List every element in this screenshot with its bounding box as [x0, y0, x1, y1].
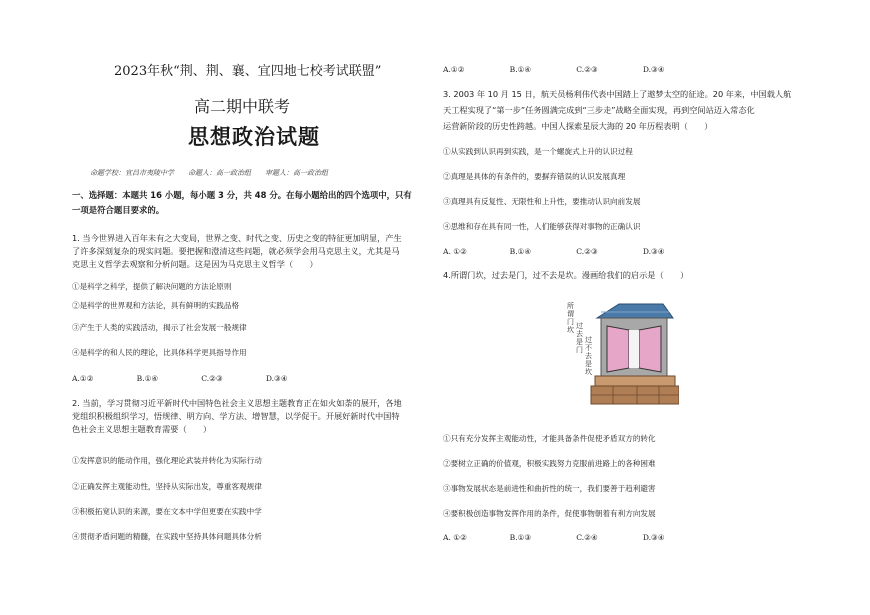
q4-choices	[443, 532, 665, 543]
q2-choices	[443, 64, 665, 75]
q2-option-3: ③积极拓宽认识的来源，要在文本中学但更要在实践中学	[72, 507, 262, 516]
q1-choice-b: B.①④	[136, 374, 159, 383]
q3-stem-line1: 3. 2003 年 10 月 15 日，航天员杨利伟代表中国踏上了遨梦太空的征途。20 年来，中国载人航	[443, 89, 792, 99]
cartoon-caption-col3: 过	[585, 336, 592, 344]
q1-option-1: ①是科学之科学，提供了解决问题的方法论原则	[72, 282, 232, 291]
svg-text:是: 是	[585, 360, 592, 368]
cartoon-door-left	[607, 326, 629, 372]
q1-stem-line1: 1. 当今世界进入百年未有之大变局，世界之变、时代之变、历史之变的特征更加明显，产生	[72, 233, 402, 243]
q1-choice-a: A.①②	[72, 374, 94, 383]
svg-text:不: 不	[585, 344, 592, 352]
q3-option-4: ④思维和存在具有同一性，人们能够获得对事物的正确认识	[443, 222, 641, 231]
q3-stem-line2: 天工程实现了“第一步”任务圆满完成到“三步走”战略全面实现，再到空间站迈入常态化	[443, 105, 755, 115]
q1-stem-line3: 克思主义哲学去观察和分析问题。这是因为马克思主义哲学（ ）	[72, 259, 318, 269]
svg-text:是: 是	[576, 338, 583, 346]
q2-choice-d: D.③④	[642, 65, 665, 74]
q4-option-4: ④要积极创造事物发挥作用的条件，促使事物朝着有利方向发展	[443, 509, 656, 518]
q1-stem-line2: 了许多深刻复杂的现实问题。要把握和澄清这些问题，就必须学会用马克思主义，尤其是马	[72, 246, 400, 256]
q3-choice-d: D.③④	[642, 247, 665, 256]
exam-title-line2: 高二期中联考	[194, 97, 291, 116]
cartoon-caption	[567, 301, 592, 376]
q2-option-1: ①发挥意识的能动作用，强化理论武装并转化为实际行动	[72, 456, 262, 465]
q2-choice-b: B.①④	[509, 65, 532, 74]
q2-choice-a: A.①②	[443, 65, 465, 74]
exam-title-line1: 2023年秋“荆、荆、襄、宜四地七校考试联盟”	[114, 64, 382, 79]
cartoon-roof	[597, 304, 673, 318]
cartoon-threshold	[595, 376, 675, 386]
q1-choice-c: C.②③	[201, 374, 223, 383]
svg-text:门: 门	[576, 346, 583, 354]
q4-choice-b: B.①③	[509, 533, 532, 542]
exam-meta: 命题学校：宜昌市夷陵中学 命题人：高一政治组 审题人：高一政治组	[90, 169, 328, 177]
svg-text:坎: 坎	[567, 326, 574, 334]
q2-stem-line2: 党组织积极组织学习，悟规律、明方向、学方法、增智慧，以学促干。开展好新时代中国特	[72, 411, 400, 421]
svg-text:门: 门	[567, 318, 574, 326]
q4-choice-a: A. ①②	[443, 533, 467, 542]
svg-text:去: 去	[585, 352, 592, 360]
svg-text:去: 去	[576, 330, 583, 338]
q2-stem-line3: 色社会主义思想主题教育需要（ ）	[72, 424, 212, 434]
q1-option-2: ②是科学的世界观和方法论，具有鲜明的实践品格	[72, 301, 240, 310]
cartoon-door-right	[639, 326, 661, 372]
q1-choice-d: D.③④	[265, 374, 288, 383]
q3-option-3: ③真理具有反复性、无限性和上升性，要推动认识向前发展	[443, 197, 641, 206]
q1-option-4: ④是科学的和人民的理论，比具体科学更具指导作用	[72, 348, 247, 357]
q3-option-2: ②真理是具体的有条件的，要摒弃错误的认识发展真理	[443, 172, 626, 181]
q3-choice-b: B.①④	[509, 247, 532, 256]
q2-stem-line1: 2. 当前，学习贯彻习近平新时代中国特色社会主义思想主题教育正在如火如荼的展开，各地	[72, 398, 402, 408]
q4-option-1: ①只有充分发挥主观能动性，才能具备条件促使矛盾双方的转化	[443, 434, 656, 443]
q4-choice-c: C.②④	[576, 533, 598, 542]
q4-choice-d: D.③④	[642, 533, 665, 542]
q3-stem-line3: 运营新阶段的历史性跨越。中国人探索星辰大海的 20 年历程表明（ ）	[443, 121, 713, 131]
q3-choice-c: C.②③	[576, 247, 598, 256]
q2-choice-c: C.②③	[576, 65, 598, 74]
q1-option-3: ③产生于人类的实践活动，揭示了社会发展一般规律	[72, 323, 247, 332]
q2-option-2: ②正确发挥主观能动性，坚持从实际出发，尊重客观规律	[72, 482, 262, 491]
cartoon-door-threshold	[561, 298, 679, 414]
q3-option-1: ①从实践到认识再到实践，是一个螺旋式上升的认识过程	[443, 147, 633, 156]
section-instructions-line2: 一项是符合题目要求的。	[72, 205, 165, 215]
svg-text:坎: 坎	[585, 368, 592, 376]
cartoon-caption-col1: 所	[567, 302, 574, 310]
section-instructions-line1: 一、选择题：本题共 16 小题，每小题 3 分，共 48 分。在每小题给出的四个选项中，只有	[72, 190, 412, 200]
q3-choices	[443, 246, 665, 257]
q2-option-4: ④贯彻矛盾问题的精髓，在实践中坚持具体问题具体分析	[72, 532, 262, 541]
svg-text:谓: 谓	[567, 310, 574, 318]
cartoon-caption-col2: 过	[576, 322, 583, 330]
q1-choices	[72, 373, 288, 384]
q4-option-3: ③事物发展状态是前进性和曲折性的统一，我们要善于趋利避害	[443, 484, 656, 493]
q4-stem: 4.所谓门坎，过去是门，过不去是坎。漫画给我们的启示是（ ）	[443, 270, 689, 280]
q4-option-2: ②要树立正确的价值观，积极实践努力克服前进路上的各种困难	[443, 459, 656, 468]
q3-choice-a: A. ①②	[443, 247, 467, 256]
exam-title-subject: 思想政治试题	[188, 124, 320, 149]
